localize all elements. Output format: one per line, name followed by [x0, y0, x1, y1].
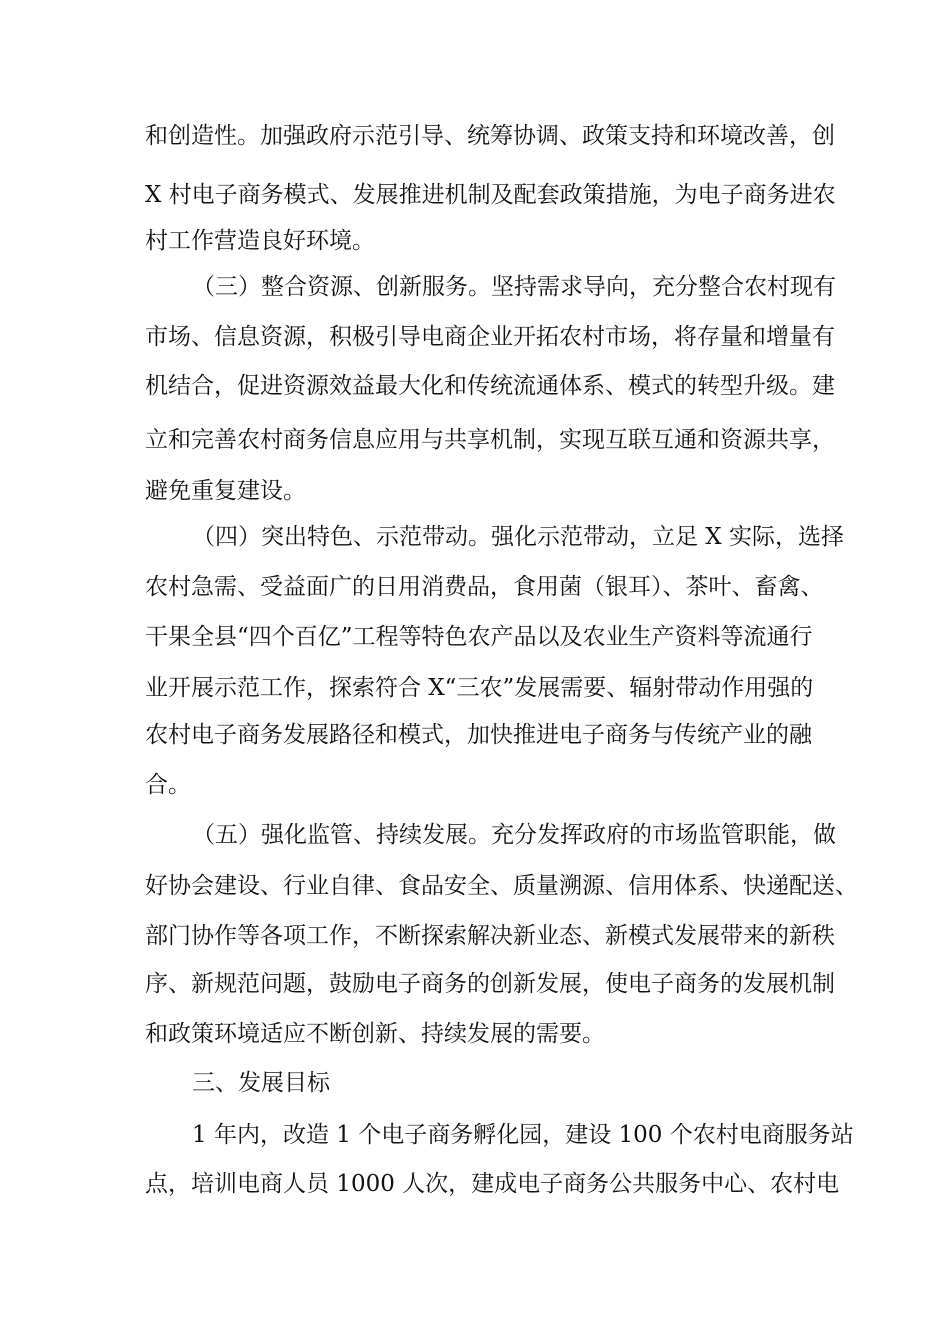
text-line: 避免重复建设。 [145, 478, 306, 504]
text-line: 业开展示范工作，探索符合 X“三农”发展需要、辐射带动作用强的 [145, 675, 814, 701]
text-line: 序、新规范问题，鼓励电子商务的创新发展，使电子商务的发展机制 [145, 971, 835, 997]
text-line: 部门协作等各项工作，不断探索解决新业态、新模式发展带来的新秩 [145, 923, 835, 949]
text-line: 1 年内，改造 1 个电子商务孵化园，建设 100 个农村电商服务站 [192, 1122, 854, 1148]
text-line: X 村电子商务模式、发展推进机制及配套政策措施，为电子商务进农 [145, 182, 836, 208]
text-line: 干果全县“四个百亿”工程等特色农产品以及农业生产资料等流通行 [145, 624, 813, 650]
text-line: 农村电子商务发展路径和模式，加快推进电子商务与传统产业的融 [145, 722, 812, 748]
section-heading: 三、发展目标 [192, 1070, 330, 1096]
paragraph-heading-3: （三）整合资源、创新服务。坚持需求导向，充分整合农村现有 [192, 274, 836, 300]
paragraph-heading-5: （五）强化监管、持续发展。充分发挥政府的市场监管职能，做 [192, 822, 836, 848]
text-line: 合。 [145, 772, 191, 798]
text-line: 市场、信息资源，积极引导电商企业开拓农村市场，将存量和增量有 [145, 324, 835, 350]
paragraph-heading-4: （四）突出特色、示范带动。强化示范带动，立足 X 实际，选择 [192, 524, 844, 550]
text-line: 村工作营造良好环境。 [145, 228, 375, 254]
text-line: 和创造性。加强政府示范引导、统筹协调、政策支持和环境改善，创 [145, 123, 835, 149]
text-line: 点，培训电商人员 1000 人次，建成电子商务公共服务中心、农村电 [145, 1171, 840, 1197]
text-line: 农村急需、受益面广的日用消费品，食用菌（银耳）、茶叶、畜禽、 [145, 574, 824, 600]
text-line: 好协会建设、行业自律、食品安全、质量溯源、信用体系、快递配送、 [145, 873, 858, 899]
text-line: 和政策环境适应不断创新、持续发展的需要。 [145, 1021, 605, 1047]
text-line: 机结合，促进资源效益最大化和传统流通体系、模式的转型升级。建 [145, 373, 835, 399]
text-line: 立和完善农村商务信息应用与共享机制，实现互联互通和资源共享， [145, 427, 835, 453]
